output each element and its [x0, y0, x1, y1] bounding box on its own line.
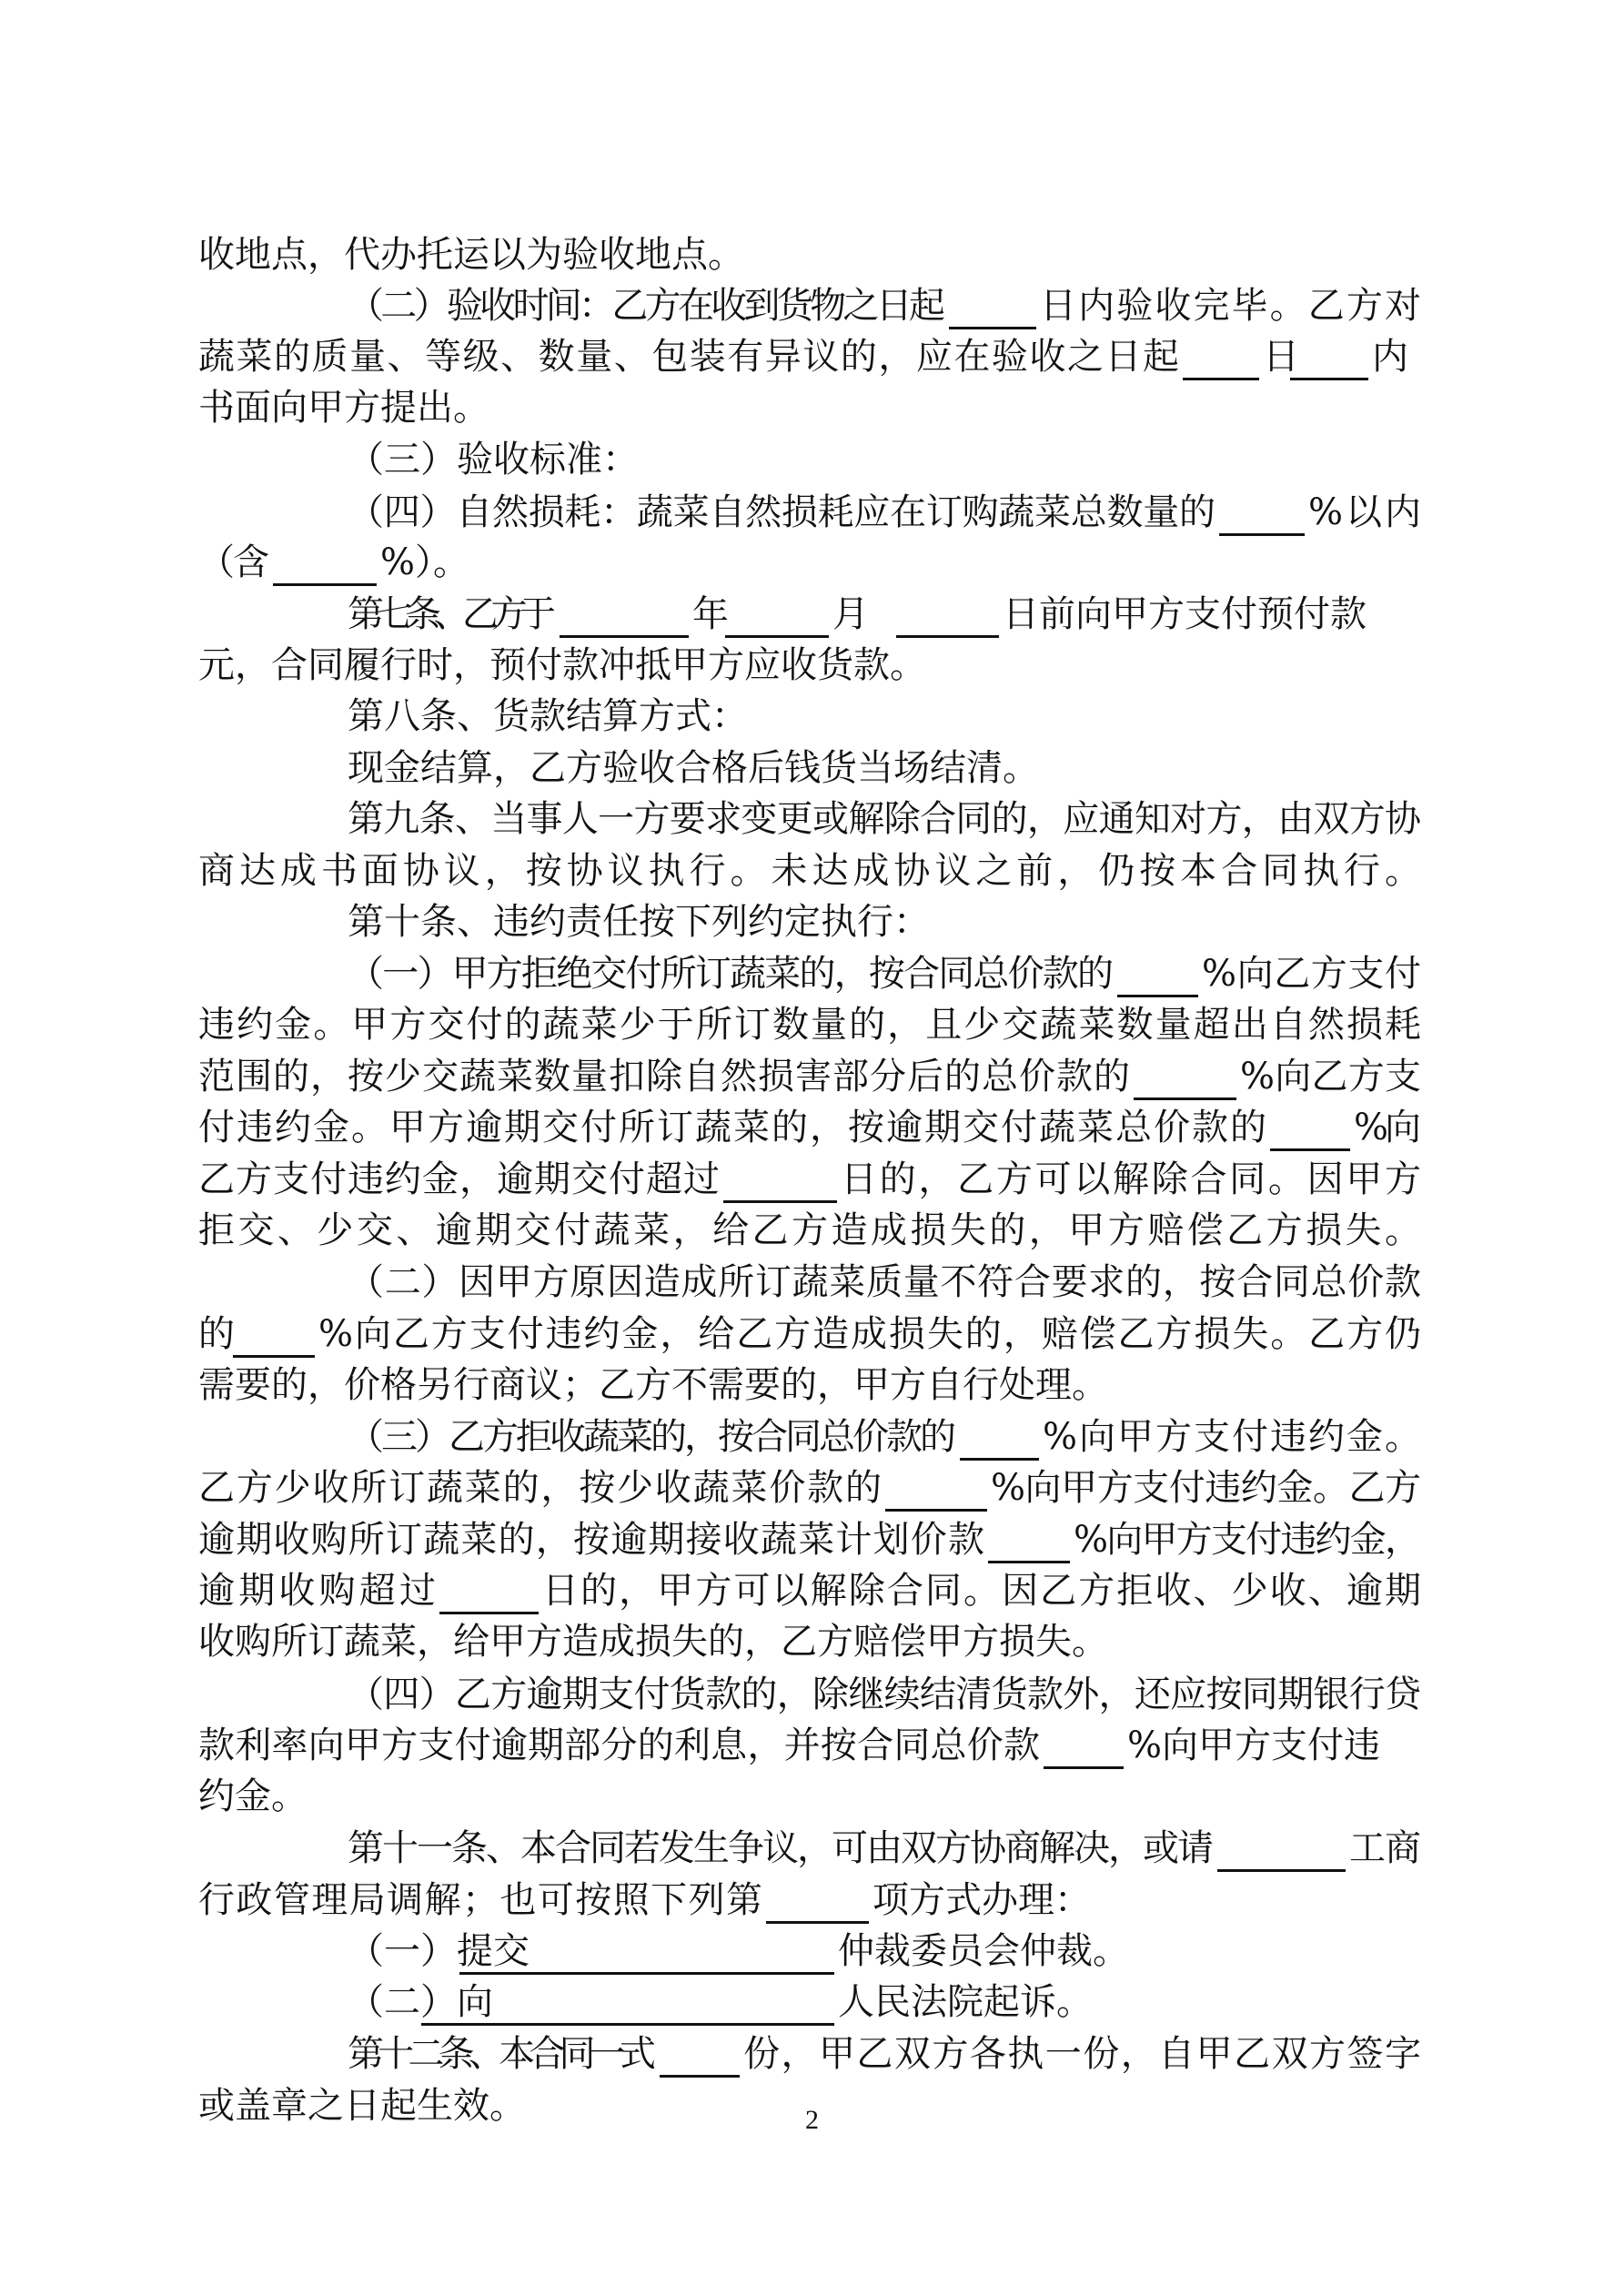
text-segment: %向乙方支付违约金，给乙方造成损失的，赔偿乙方损失。乙方仍	[318, 1313, 1423, 1355]
text-line	[0, 1975, 1624, 2029]
text-segment: （二）向	[348, 1981, 493, 2023]
fill-in-blank[interactable]	[1183, 329, 1259, 380]
fill-in-blank[interactable]	[233, 1307, 315, 1358]
text-segment: 收购所订蔬菜，给甲方造成损失的，乙方赔偿甲方损失。	[198, 1621, 1108, 1663]
text-segment: 人民法院起诉。	[838, 1981, 1093, 2023]
text-segment: 逾期收购所订蔬菜的，按逾期接收蔬菜计划价款	[198, 1519, 986, 1561]
text-segment: 范围的，按少交蔬菜数量扣除自然损害部分后的总价款的	[198, 1056, 1131, 1097]
text-line	[0, 1873, 1624, 1927]
text-segment: 乙方支付违约金，逾期交付超过	[198, 1158, 721, 1200]
text-line	[0, 535, 1624, 590]
text-segment: 需要的，价格另行商议；乙方不需要的，甲方自行处理。	[198, 1364, 1108, 1406]
text-line	[0, 1152, 1624, 1207]
fill-in-blank[interactable]	[723, 1152, 837, 1203]
text-line	[0, 380, 1624, 435]
text-line	[0, 1563, 1624, 1618]
text-line	[0, 1512, 1624, 1567]
fill-in-blank[interactable]	[660, 2027, 740, 2078]
text-segment: 年	[692, 593, 729, 635]
text-line	[0, 1049, 1624, 1104]
text-segment: （三）乙方拒收蔬菜的，按合同总价款的	[348, 1416, 953, 1458]
text-segment: %向甲方支付违约金，	[1074, 1519, 1420, 1561]
text-segment: 书面向甲方提出。	[198, 387, 489, 429]
text-line	[0, 432, 1624, 487]
text-segment: 的	[198, 1313, 235, 1355]
text-segment: 月	[832, 593, 869, 635]
text-line	[0, 895, 1624, 949]
text-segment: 行政管理局调解；也可按照下列第	[198, 1879, 764, 1921]
text-segment: （四）自然损耗：蔬菜自然损耗应在订购蔬菜总数量的	[348, 491, 1215, 533]
text-segment: 第十条、违约责任按下列约定执行：	[348, 901, 930, 943]
fill-in-blank[interactable]	[1290, 329, 1368, 380]
text-line	[0, 2027, 1624, 2081]
fill-in-blank[interactable]	[273, 535, 377, 586]
fill-in-blank[interactable]	[766, 1873, 869, 1924]
text-segment: 份，甲乙双方各执一份，自甲乙双方签字	[743, 2033, 1423, 2075]
text-line	[0, 1461, 1624, 1515]
text-line	[0, 278, 1624, 333]
text-segment: %向乙方支	[1240, 1056, 1422, 1097]
text-line	[0, 997, 1624, 1052]
text-line	[0, 946, 1624, 1001]
text-segment: %向甲方支付违	[1127, 1725, 1381, 1766]
text-segment: 第九条、当事人一方要求变更或解除合同的，应通知对方，由双方协	[348, 798, 1421, 840]
text-line	[0, 792, 1624, 846]
text-segment: 逾期收购超过	[198, 1570, 440, 1612]
text-segment: %以内	[1308, 491, 1424, 533]
text-segment: 乙方少收所订蔬菜的，按少收蔬菜价款的	[198, 1467, 883, 1509]
text-segment: 第七条、乙方于	[348, 593, 549, 635]
text-segment: 违约金。甲方交付的蔬菜少于所订数量的，且少交蔬菜数量超出自然损耗	[198, 1004, 1424, 1046]
text-line	[0, 1203, 1624, 1258]
text-line	[0, 329, 1624, 384]
text-segment: 第十二条、本合同一式	[348, 2033, 651, 2075]
text-segment: （含	[198, 541, 267, 583]
text-segment: %向乙方支付	[1202, 953, 1422, 995]
text-segment: 第十一条、本合同若发生争议，可由双方协商解决，或请	[348, 1827, 1212, 1869]
text-segment: 元，合同履行时，预付款冲抵甲方应收货款。	[198, 644, 926, 686]
text-line	[0, 844, 1624, 898]
text-line	[0, 228, 1624, 282]
text-segment: 拒交、少交、逾期交付蔬菜，给乙方造成损失的，甲方赔偿乙方损失。	[198, 1209, 1425, 1251]
text-line	[0, 741, 1624, 795]
text-line	[0, 1924, 1624, 1978]
text-segment: 蔬菜的质量、等级、数量、包装有异议的，应在验收之日起	[198, 336, 1181, 378]
text-segment: 日前向甲方支付预付款	[1003, 593, 1367, 635]
text-line	[0, 587, 1624, 642]
text-segment: （二）验收时间：乙方在收到货物之日起	[348, 285, 943, 327]
fill-in-blank[interactable]	[439, 1563, 539, 1614]
text-line	[0, 1255, 1624, 1310]
text-segment: 日的，甲方可以解除合同。因乙方拒收、少收、逾期	[542, 1570, 1424, 1612]
text-segment: （三）验收标准：	[348, 439, 639, 480]
text-line	[0, 1667, 1624, 1722]
text-segment: 日内验收完毕。乙方对	[1040, 285, 1424, 327]
text-segment: 日的，乙方可以解除合同。因甲方	[841, 1158, 1424, 1200]
text-segment: 或盖章之日起生效。	[198, 2085, 526, 2127]
text-segment: %）。	[380, 541, 470, 583]
fill-in-blank[interactable]	[960, 1410, 1039, 1461]
text-segment: %向甲方支付违约金。乙方	[991, 1467, 1421, 1509]
fill-in-blank[interactable]	[725, 587, 829, 638]
text-line	[0, 1769, 1624, 1824]
text-line	[0, 485, 1624, 540]
text-segment: 现金结算，乙方验收合格后钱货当场结清。	[348, 747, 1039, 789]
fill-in-blank[interactable]	[949, 278, 1036, 329]
fill-in-blank[interactable]	[988, 1512, 1070, 1563]
fill-in-blank[interactable]	[459, 1924, 834, 1975]
text-line	[0, 638, 1624, 693]
text-segment: 约金。	[198, 1775, 308, 1817]
fill-in-blank[interactable]	[1117, 946, 1198, 997]
text-segment: 商达成书面协议，按协议执行。未达成协议之前，仍按本合同执行。	[198, 850, 1426, 892]
text-segment: 日	[1263, 336, 1299, 378]
fill-in-blank[interactable]	[896, 587, 999, 638]
page-number: 2	[805, 2105, 819, 2135]
text-segment: （一）提交	[348, 1930, 530, 1972]
text-segment: 款利率向甲方支付逾期部分的利息，并按合同总价款	[198, 1725, 1041, 1766]
text-segment: 项方式办理：	[873, 1879, 1091, 1921]
text-line	[0, 1307, 1624, 1361]
text-line	[0, 1821, 1624, 1876]
fill-in-blank[interactable]	[885, 1461, 987, 1512]
text-line	[0, 1358, 1624, 1412]
text-line	[0, 1100, 1624, 1155]
text-segment: 工商	[1349, 1827, 1420, 1869]
text-segment: 第八条、货款结算方式：	[348, 695, 748, 737]
text-segment: 付违约金。甲方逾期交付所订蔬菜的，按逾期交付蔬菜总价款的	[198, 1107, 1268, 1148]
text-segment: （一）甲方拒绝交付所订蔬菜的，按合同总价款的	[348, 953, 1113, 995]
text-segment: （二）因甲方原因造成所订蔬菜质量不符合要求的，按合同总价款	[348, 1261, 1422, 1303]
text-segment: 内	[1372, 336, 1408, 378]
fill-in-blank[interactable]	[560, 587, 689, 638]
fill-in-blank[interactable]	[1270, 1100, 1350, 1151]
fill-in-blank[interactable]	[1134, 1049, 1236, 1100]
text-segment: %向甲方支付违约金。	[1043, 1416, 1423, 1458]
fill-in-blank[interactable]	[1219, 485, 1305, 536]
text-line	[0, 1718, 1624, 1773]
fill-in-blank[interactable]	[1044, 1718, 1124, 1769]
text-line	[0, 689, 1624, 743]
text-segment: %向	[1354, 1107, 1417, 1148]
fill-in-blank[interactable]	[421, 1975, 834, 2026]
text-segment: 仲裁委员会仲裁。	[838, 1930, 1129, 1972]
text-segment: 收地点，代办托运以为验收地点。	[198, 234, 744, 276]
text-line	[0, 1410, 1624, 1464]
text-segment: （四）乙方逾期支付货款的，除继续结清货款外，还应按同期银行贷	[348, 1674, 1421, 1715]
fill-in-blank[interactable]	[1217, 1821, 1346, 1872]
text-line	[0, 1614, 1624, 1669]
